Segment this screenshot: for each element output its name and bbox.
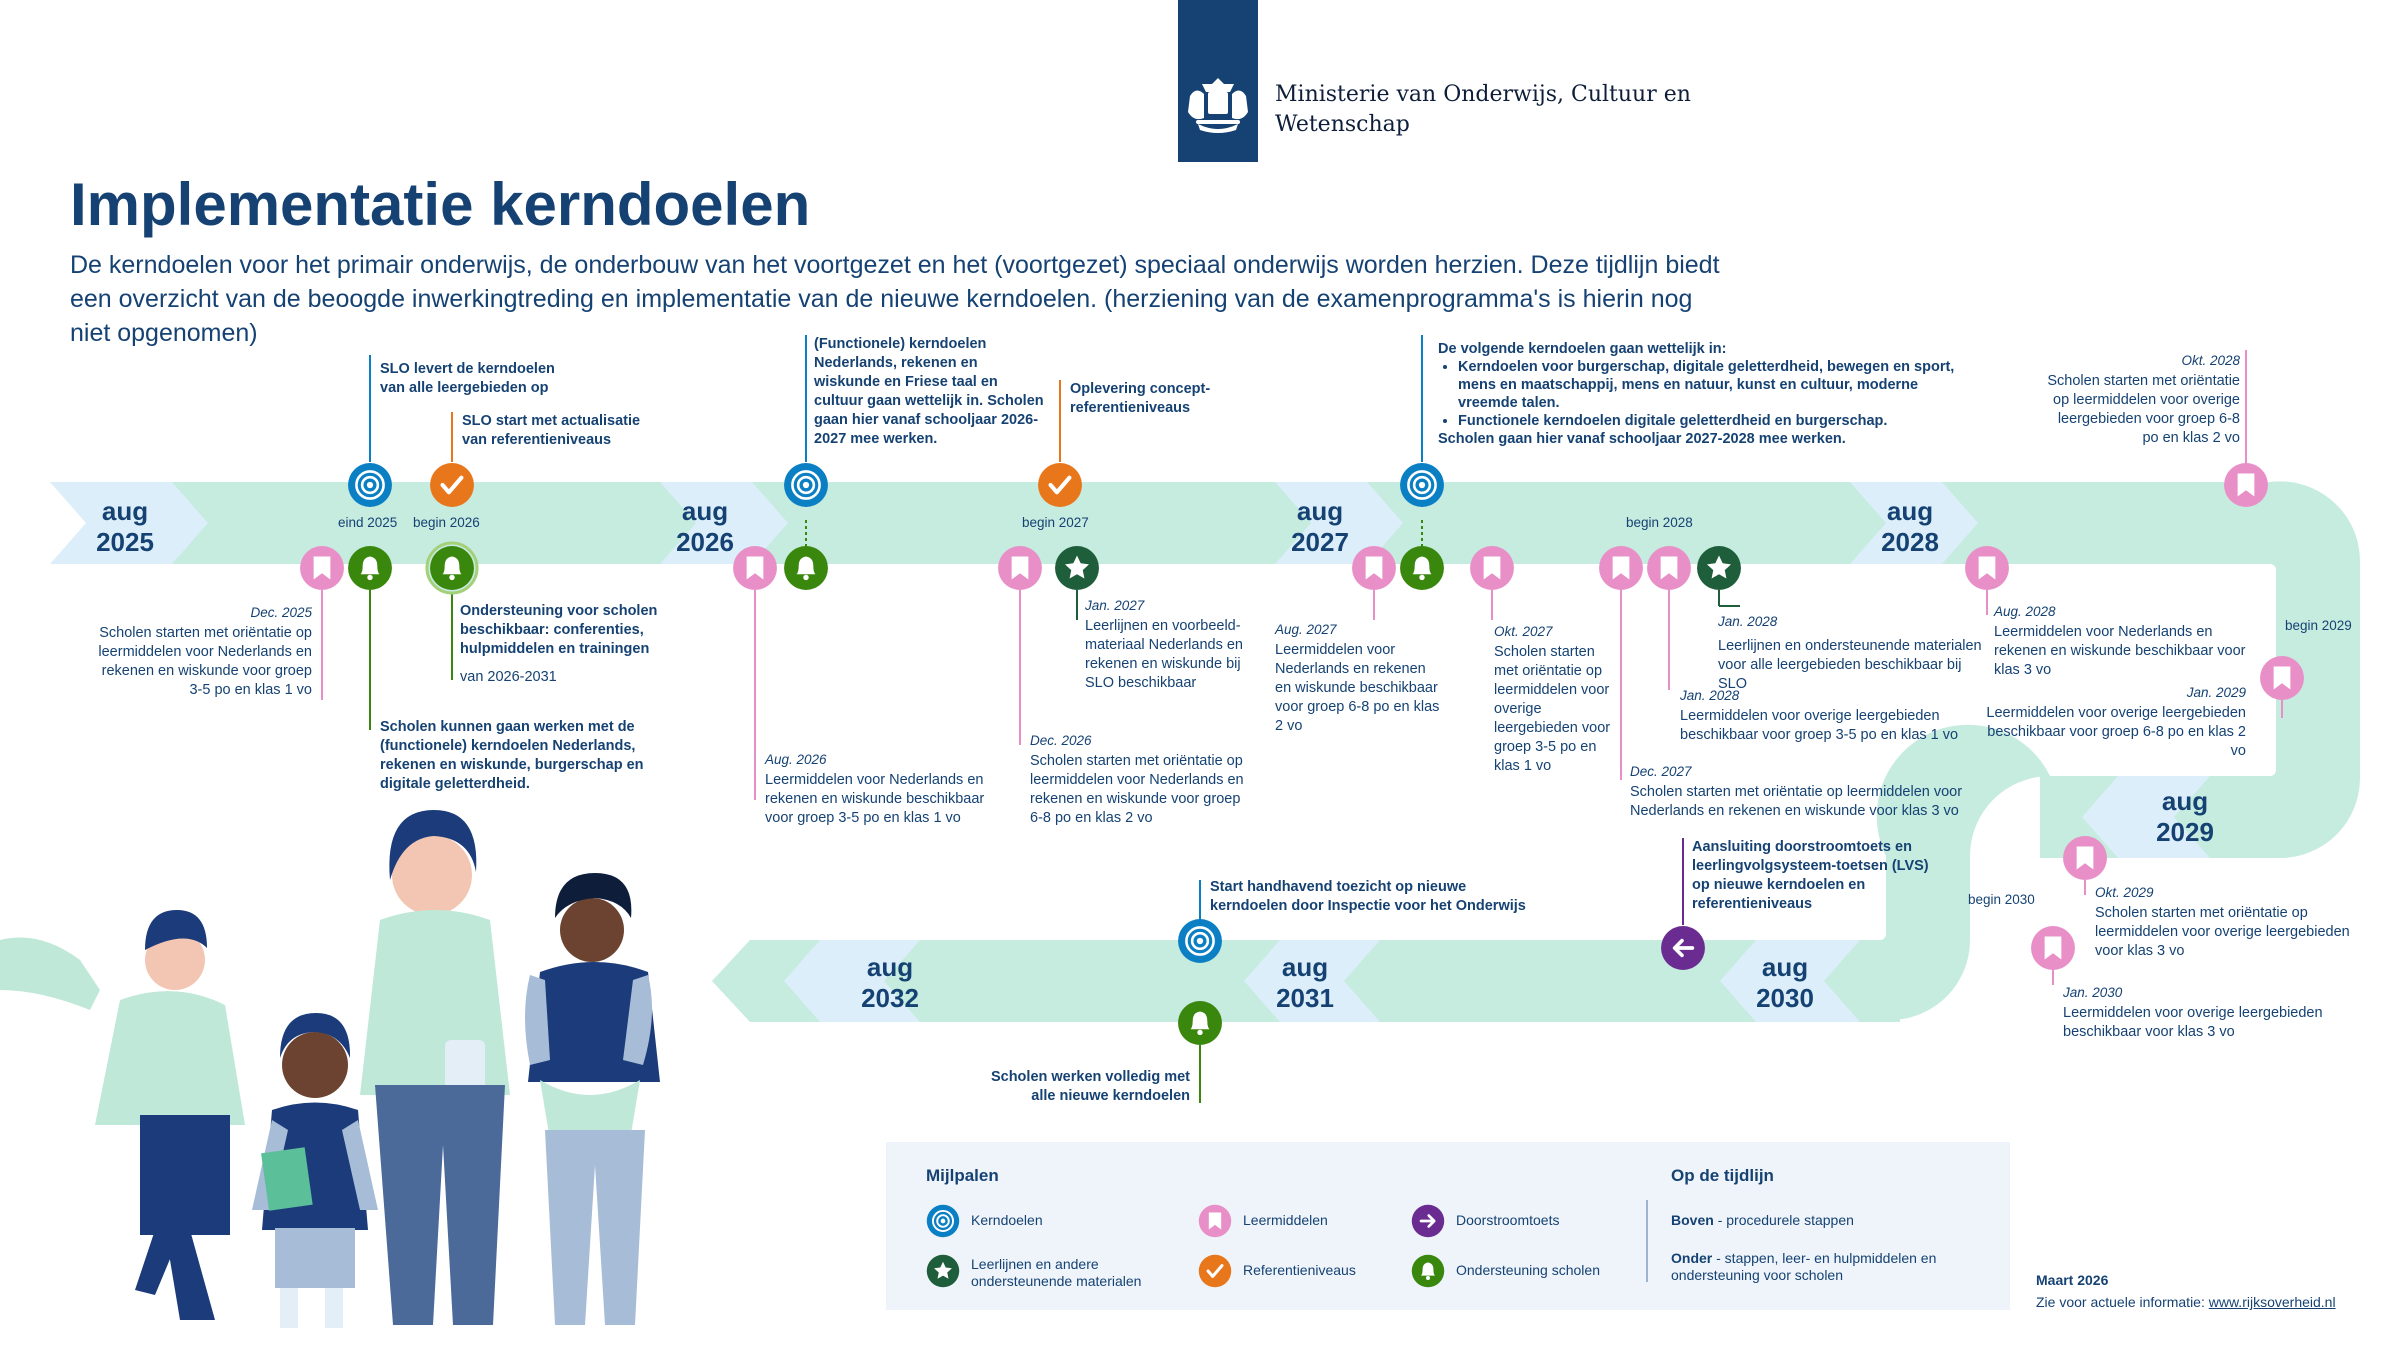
ministry-name: Ministerie van Onderwijs, Cultuur en Wetenschap xyxy=(1275,82,1691,137)
milestone-leermiddelen-icon xyxy=(2224,463,2268,507)
milestone-referentieniveaus-icon xyxy=(1038,463,1082,507)
label-okt-2027-date: Okt. 2027 xyxy=(1494,624,1553,639)
milestone-leermiddelen-icon xyxy=(2063,836,2107,880)
label-volgende-kerndoelen: De volgende kerndoelen gaan wettelijk in: • Kerndoelen voor burgerschap, digitale geletterdheid, bewegen en sport, mens en maatschappij, mens en natuur, kunst en cultuur, moderne vreemde talen. • Functionele kerndoelen digitale geletterdheid en burgerschap. Scholen gaan hier vanaf schooljaar 2027-2028 mee werken. xyxy=(1438,340,1958,448)
label-aug-2027-date: Aug. 2027 xyxy=(1275,622,1337,637)
label-jan-2027-date: Jan. 2027 xyxy=(1085,598,1145,613)
label-dec-2025: Scholen starten met oriëntatie op leermiddelen voor Nederlands en rekenen en wiskunde voor groep 3-5 po en klas 1 vo xyxy=(98,625,312,698)
legend-onder-text: - stappen, leer- en hulpmiddelen en ondersteuning voor scholen xyxy=(1671,1250,1937,1283)
legend-kerndoelen-label: Kerndoelen xyxy=(971,1212,1043,1228)
milestone-leermiddelen-icon xyxy=(1599,546,1643,590)
label-okt-2028-date: Okt. 2028 xyxy=(2181,353,2240,368)
label-aug-2028-date: Aug. 2028 xyxy=(1994,604,2056,619)
year-label-2029: aug 2029 xyxy=(2156,786,2214,847)
people-illustration xyxy=(0,810,660,1328)
volgende-kerndoelen-list xyxy=(1438,358,1958,430)
label-begin-2029: begin 2029 xyxy=(2285,618,2352,633)
footer-date: Maart 2026 xyxy=(2036,1272,2109,1288)
label-oplevering: Oplevering concept-referentieniveaus xyxy=(1070,381,1211,416)
label-jan-2028-lijnen-date: Jan. 2028 xyxy=(1718,614,1778,629)
label-dec-2025-date: Dec. 2025 xyxy=(250,605,312,620)
label-dec-2026-date: Dec. 2026 xyxy=(1030,733,1092,748)
milestone-kerndoelen-icon xyxy=(1400,463,1444,507)
page-title: Implementatie kerndoelen xyxy=(70,171,811,238)
year-label-2026: aug 2026 xyxy=(676,496,734,557)
label-aug-2028: Leermiddelen voor Nederlands en rekenen en wiskunde beschikbaar voor klas 3 vo xyxy=(1994,624,2246,678)
legend-heading-op-tijdlijn: Op de tijdlijn xyxy=(1671,1166,1774,1185)
milestone-referentieniveaus-icon xyxy=(430,463,474,507)
milestone-leermiddelen-icon xyxy=(1965,546,2009,590)
label-begin-2030: begin 2030 xyxy=(1968,892,2035,907)
year-label-2032: aug 2032 xyxy=(861,952,919,1013)
list-item: • Kerndoelen voor burgerschap, digitale geletterdheid, bewegen en sport, mens en maatschappij, mens en natuur, kunst en cultuur, moderne vreemde talen. xyxy=(1458,358,1958,412)
year-label-2025: aug 2025 xyxy=(96,496,154,557)
legend-kerndoelen-icon xyxy=(926,1204,960,1238)
label-volledig: Scholen werken volledig met alle nieuwe kerndoelen xyxy=(990,1069,1190,1104)
label-begin-2027: begin 2027 xyxy=(1022,515,1089,530)
milestone-leermiddelen-icon xyxy=(1470,546,1514,590)
list-item: • Functionele kerndoelen digitale geletterdheid en burgerschap. xyxy=(1458,412,1958,430)
milestone-ondersteuning-icon xyxy=(348,546,392,590)
legend-divider xyxy=(1646,1200,1648,1282)
footer-link[interactable]: www.rijksoverheid.nl xyxy=(2208,1294,2336,1310)
milestone-ondersteuning-icon xyxy=(430,546,474,590)
milestone-ondersteuning-icon xyxy=(1178,1001,1222,1045)
label-jan-2028-lijnen: Leerlijnen en ondersteunende materialen voor alle leergebieden beschikbaar bij SLO xyxy=(1718,638,1982,692)
label-slo-levert: SLO levert de kerndoelen van alle leergebieden op xyxy=(380,361,555,396)
milestone-leermiddelen-icon xyxy=(2260,656,2304,700)
legend-leermiddelen-icon xyxy=(1198,1204,1232,1238)
year-label-2027: aug 2027 xyxy=(1291,496,1349,557)
milestone-kerndoelen-icon xyxy=(1178,919,1222,963)
label-aug-2026: Leermiddelen voor Nederlands en rekenen en wiskunde beschikbaar voor groep 3-5 po en klas 1 vo xyxy=(765,772,985,826)
legend-leerlijnen-icon xyxy=(926,1254,960,1288)
milestone-kerndoelen-icon xyxy=(348,463,392,507)
legend-leerlijnen-label: Leerlijnen en andere ondersteunende materialen xyxy=(971,1256,1142,1289)
label-jan-2029-date: Jan. 2029 xyxy=(2186,685,2246,700)
label-van-2026: van 2026-2031 xyxy=(460,669,557,685)
label-jan-2029: Leermiddelen voor overige leergebieden beschikbaar voor groep 6-8 po en klas 2 vo xyxy=(1986,705,2246,759)
label-jan-2028: Leermiddelen voor overige leergebieden beschikbaar voor groep 3-5 po en klas 1 vo xyxy=(1680,708,1959,743)
milestone-leerlijnen-icon xyxy=(1697,546,1741,590)
milestone-leermiddelen-icon xyxy=(998,546,1042,590)
milestone-kerndoelen-icon xyxy=(784,463,828,507)
label-okt-2027: Scholen starten met oriëntatie op leermiddelen voor overige leergebieden voor groep 3-5 po en klas 1 vo xyxy=(1494,644,1611,774)
intro-text: De kerndoelen voor het primair onderwijs, de onderbouw van het voortgezet en het (voortgezet) speciaal onderwijs worden herzien. Deze tijdlijn biedt een overzicht van de beoogde inwerkingtreding en implementatie van de nieuwe kerndoelen. (herziening van de examenprogramma's is hierin nog niet opgenomen) xyxy=(70,251,1720,347)
milestone-leerlijnen-icon xyxy=(1055,546,1099,590)
footer-info-text: Zie voor actuele informatie: xyxy=(2036,1294,2209,1310)
label-begin-2026: begin 2026 xyxy=(413,515,480,530)
milestone-leermiddelen-icon xyxy=(300,546,344,590)
legend-doorstroomtoets-label: Doorstroomtoets xyxy=(1456,1212,1560,1228)
label-aug-2027: Leermiddelen voor Nederlands en rekenen en wiskunde beschikbaar voor groep 6-8 po en klas 2 vo xyxy=(1275,642,1440,734)
year-label-2031: aug 2031 xyxy=(1276,952,1334,1013)
milestone-ondersteuning-icon xyxy=(1400,546,1444,590)
legend-ondersteuning-label: Ondersteuning scholen xyxy=(1456,1262,1600,1278)
milestone-leermiddelen-icon xyxy=(2031,926,2075,970)
label-aug-2026-date: Aug. 2026 xyxy=(765,752,827,767)
legend-ondersteuning-icon xyxy=(1411,1254,1445,1288)
legend-boven-text: - procedurele stappen xyxy=(1717,1212,1854,1228)
label-functionele-kerndoelen: (Functionele) kerndoelen Nederlands, rekenen en wiskunde en Friese taal en cultuur gaan wettelijk in. Scholen gaan hier vanaf schooljaar 2026-2027 mee werken. xyxy=(814,336,1044,447)
label-okt-2028: Scholen starten met oriëntatie op leermiddelen voor overige leergebieden voor groep 6-8 po en klas 2 vo xyxy=(2047,373,2240,446)
legend-doorstroomtoets-icon xyxy=(1411,1204,1445,1238)
label-jan-2030-date: Jan. 2030 xyxy=(2063,985,2123,1000)
label-dec-2027-date: Dec. 2027 xyxy=(1630,764,1692,779)
legend-heading-mijlpalen: Mijlpalen xyxy=(926,1166,999,1185)
label-slo-start: SLO start met actualisatie van referentieniveaus xyxy=(462,413,641,448)
milestone-doorstroomtoets-icon xyxy=(1661,926,1705,970)
label-dec-2026: Scholen starten met oriëntatie op leermiddelen voor Nederlands en rekenen en wiskunde voor groep 6-8 po en klas 2 vo xyxy=(1030,753,1244,826)
legend-boven-label: Boven xyxy=(1671,1212,1714,1228)
legend xyxy=(886,1142,2010,1310)
label-dec-2027: Scholen starten met oriëntatie op leermiddelen voor Nederlands en rekenen en wiskunde voor klas 3 vo xyxy=(1630,784,1963,819)
legend-onder xyxy=(1671,1250,1991,1284)
milestone-ondersteuning-icon xyxy=(784,546,828,590)
label-aansluiting: Aansluiting doorstroomtoets en leerlingvolgsysteem-toetsen (LVS) op nieuwe kerndoelen en referentieniveaus xyxy=(1692,839,1929,912)
footer-info xyxy=(2036,1294,2336,1310)
legend-referentieniveaus-icon xyxy=(1198,1254,1232,1288)
year-label-2030: aug 2030 xyxy=(1756,952,1814,1013)
legend-leermiddelen-label: Leermiddelen xyxy=(1243,1212,1328,1228)
label-start-toezicht: Start handhavend toezicht op nieuwe kerndoelen door Inspectie voor het Onderwijs xyxy=(1210,879,1526,914)
year-label-2028: aug 2028 xyxy=(1881,496,1939,557)
label-eind-2025: eind 2025 xyxy=(338,515,398,530)
label-ondersteuning: Ondersteuning voor scholen beschikbaar: conferenties, hulpmiddelen en trainingen xyxy=(460,603,658,657)
label-begin-2028: begin 2028 xyxy=(1626,515,1693,530)
label-jan-2030: Leermiddelen voor overige leergebieden beschikbaar voor klas 3 vo xyxy=(2063,1005,2323,1040)
legend-onder-label: Onder xyxy=(1671,1250,1713,1266)
legend-boven xyxy=(1671,1212,1854,1229)
label-okt-2029-date: Okt. 2029 xyxy=(2095,885,2154,900)
label-okt-2029: Scholen starten met oriëntatie op leermiddelen voor overige leergebieden voor klas 3 vo xyxy=(2095,905,2350,959)
label-jan-2028-date: Jan. 2028 xyxy=(1680,688,1740,703)
label-scholen-kunnen: Scholen kunnen gaan werken met de (functionele) kerndoelen Nederlands, rekenen en wiskunde, burgerschap en digitale geletterdheid. xyxy=(380,719,644,792)
legend-referentieniveaus-label: Referentieniveaus xyxy=(1243,1262,1356,1278)
milestone-leermiddelen-icon xyxy=(1647,546,1691,590)
label-jan-2027: Leerlijnen en voorbeeld-materiaal Nederlands en rekenen en wiskunde bij SLO beschikbaar xyxy=(1085,618,1243,691)
